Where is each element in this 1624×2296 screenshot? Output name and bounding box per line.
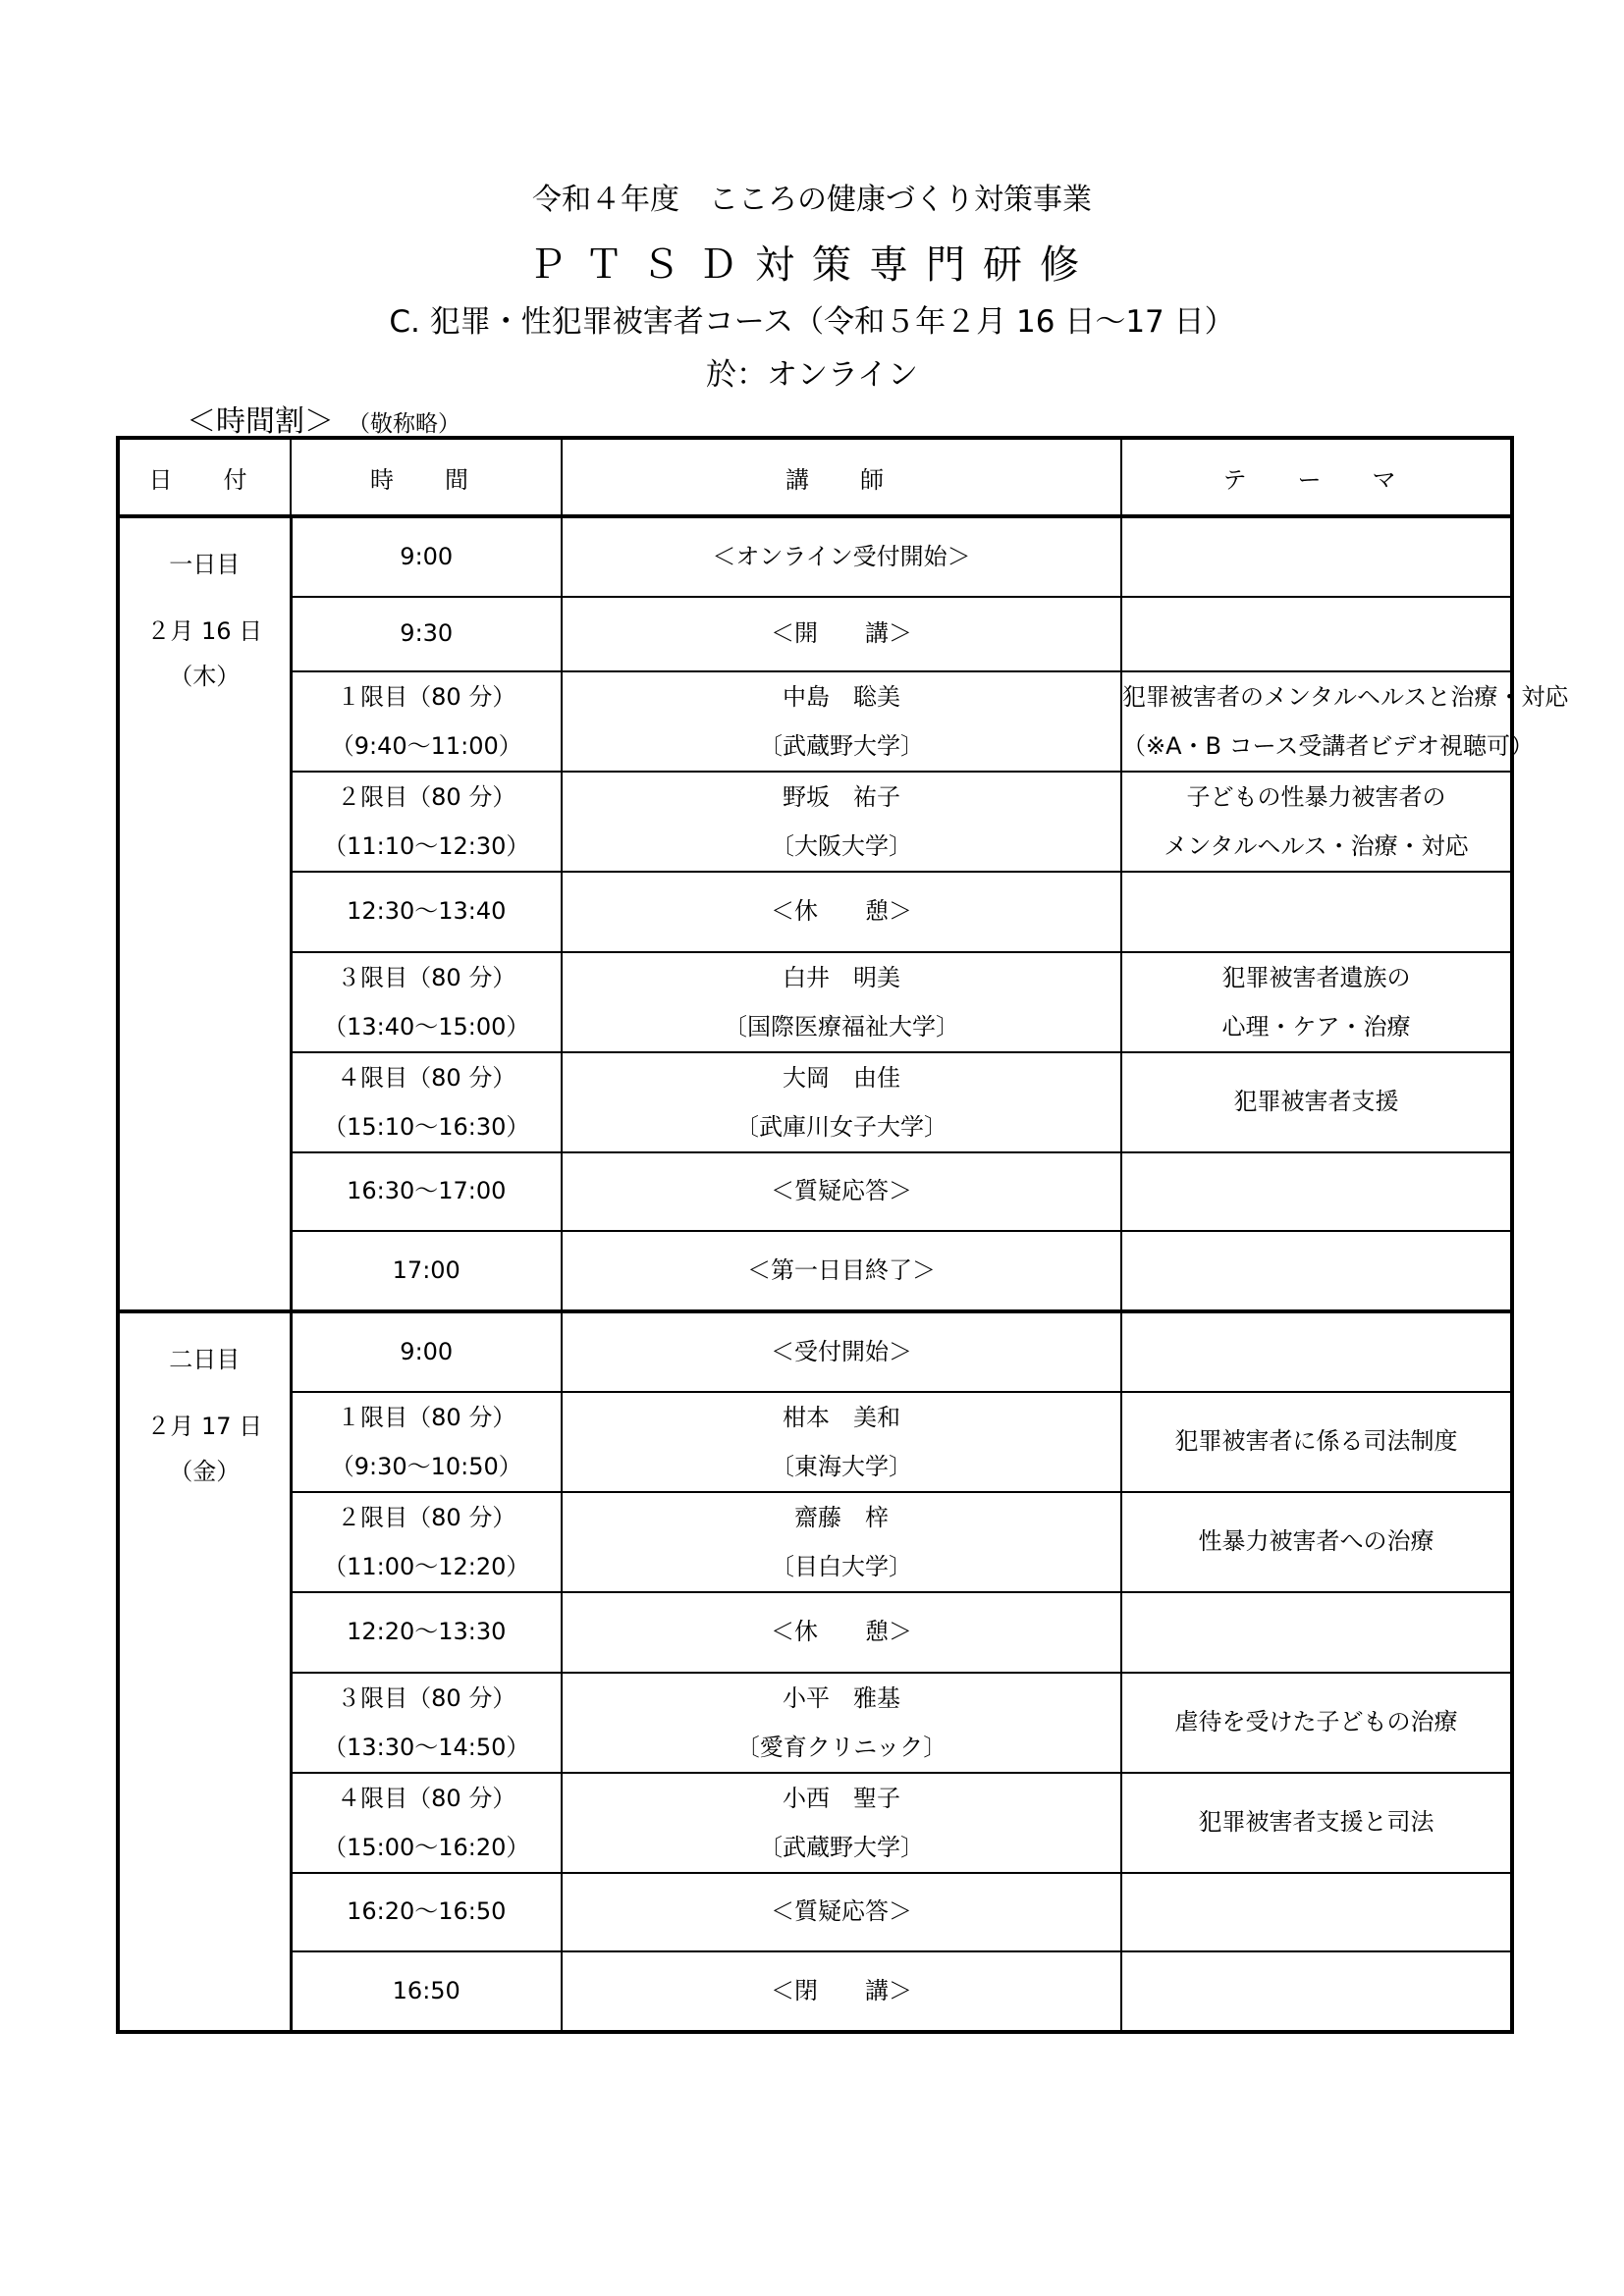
table-row (118, 1873, 1512, 1951)
header-theme: テ ー マ (1121, 438, 1512, 516)
table-row (118, 1152, 1512, 1231)
honorifics-omitted-note: （敬称略） (348, 411, 460, 437)
lecturer-name: 大岡 由佳 (783, 1064, 900, 1092)
lecturer-name: 野坂 祐子 (783, 783, 900, 811)
table-row (118, 516, 1512, 597)
lecturer-name: 小平 雅基 (783, 1684, 900, 1712)
table-row (118, 952, 1512, 1052)
table-row (118, 1951, 1512, 2032)
theme-cell (1121, 671, 1569, 772)
day2-label: 二日目 (169, 1346, 241, 1373)
period-time: （11:00～12:20） (323, 1553, 530, 1580)
day1-date-cell (118, 516, 291, 1311)
table-row (118, 872, 1512, 952)
lecturer-cell (562, 772, 1121, 872)
theme-cell (1121, 952, 1512, 1052)
period-cell (291, 1052, 562, 1152)
period-label: ３限目（80 分） (337, 1684, 516, 1712)
time-cell: 17:00 (291, 1231, 562, 1311)
table-row (118, 1492, 1512, 1592)
day1-weekday: （木） (169, 663, 241, 690)
theme-cell-empty (1121, 1873, 1512, 1951)
lecturer-affiliation: 〔目白大学〕 (771, 1553, 912, 1580)
table-row (118, 1673, 1512, 1773)
time-cell: 16:20～16:50 (291, 1873, 562, 1951)
period-cell (291, 772, 562, 872)
lecturer-affiliation: 〔武蔵野大学〕 (759, 732, 924, 760)
period-label: １限目（80 分） (337, 1404, 516, 1431)
table-row (118, 597, 1512, 671)
period-time: （15:10～16:30） (323, 1113, 530, 1141)
period-label: ３限目（80 分） (337, 964, 516, 991)
table-row (118, 1311, 1512, 1392)
theme-cell-empty (1121, 1592, 1512, 1673)
table-row (118, 671, 1512, 772)
header-date: 日 付 (118, 438, 291, 516)
venue: 於：オンライン (705, 357, 919, 393)
theme-cell: 虐待を受けた子どもの治療 (1121, 1673, 1512, 1773)
table-row (118, 772, 1512, 872)
period-cell (291, 1392, 562, 1492)
period-cell (291, 1492, 562, 1592)
table-header-row (118, 438, 1512, 516)
theme-line-1: 犯罪被害者のメンタルヘルスと治療・対応 (1122, 683, 1569, 711)
time-cell: 9:30 (291, 597, 562, 671)
lecturer-name: 柑本 美和 (783, 1404, 900, 1431)
event-cell: ＜閉 講＞ (562, 1951, 1121, 2032)
lecturer-affiliation: 〔愛育クリニック〕 (735, 1734, 947, 1761)
period-cell (291, 952, 562, 1052)
theme-cell: 犯罪被害者支援と司法 (1121, 1773, 1512, 1873)
lecturer-name: 中島 聡美 (783, 683, 900, 711)
table-row (118, 1052, 1512, 1152)
day1-date: ２月 16 日 (146, 617, 263, 645)
theme-line-2: メンタルヘルス・治療・対応 (1164, 832, 1469, 860)
day2-date-cell (118, 1311, 291, 2032)
event-cell: ＜休 憩＞ (562, 872, 1121, 952)
theme-cell: 犯罪被害者に係る司法制度 (1121, 1392, 1512, 1492)
lecturer-name: 齋藤 梓 (794, 1504, 889, 1531)
day1-label: 一日目 (169, 551, 241, 578)
theme-line-1: 犯罪被害者遺族の (1221, 964, 1411, 991)
event-cell: ＜質疑応答＞ (562, 1152, 1121, 1231)
period-time: （9:30～10:50） (330, 1453, 522, 1480)
header-time: 時 間 (291, 438, 562, 516)
period-label: ２限目（80 分） (337, 1504, 516, 1531)
event-cell: ＜休 憩＞ (562, 1592, 1121, 1673)
time-cell: 12:30～13:40 (291, 872, 562, 952)
lecturer-name: 白井 明美 (783, 964, 900, 991)
period-time: （13:30～14:50） (323, 1734, 530, 1761)
lecturer-affiliation: 〔武庫川女子大学〕 (735, 1113, 947, 1141)
theme-line-1: 子どもの性暴力被害者の (1186, 783, 1446, 811)
lecturer-cell (562, 1492, 1121, 1592)
theme-cell-empty (1121, 516, 1512, 597)
program-name: 令和４年度 こころの健康づくり対策事業 (532, 183, 1092, 217)
event-cell: ＜オンライン受付開始＞ (562, 516, 1121, 597)
theme-cell-empty (1121, 1152, 1512, 1231)
theme-cell: 性暴力被害者への治療 (1121, 1492, 1512, 1592)
lecturer-affiliation: 〔大阪大学〕 (771, 832, 912, 860)
lecturer-affiliation: 〔東海大学〕 (771, 1453, 912, 1480)
course-name: C. 犯罪・性犯罪被害者コース（令和５年２月 16 日～17 日） (389, 304, 1235, 340)
lecturer-affiliation: 〔武蔵野大学〕 (759, 1834, 924, 1861)
period-label: ４限目（80 分） (337, 1064, 516, 1092)
table-row (118, 1392, 1512, 1492)
time-cell: 9:00 (291, 1311, 562, 1392)
theme-cell-empty (1121, 1951, 1512, 2032)
lecturer-cell (562, 1673, 1121, 1773)
day2-weekday: （金） (169, 1458, 241, 1485)
event-cell: ＜受付開始＞ (562, 1311, 1121, 1392)
time-cell: 16:50 (291, 1951, 562, 2032)
lecturer-name: 小西 聖子 (783, 1785, 900, 1812)
period-time: （11:10～12:30） (323, 832, 530, 860)
theme-cell: 犯罪被害者支援 (1121, 1052, 1512, 1152)
theme-cell-empty (1121, 1231, 1512, 1311)
period-label: ２限目（80 分） (337, 783, 516, 811)
period-label: １限目（80 分） (337, 683, 516, 711)
theme-line-2: 心理・ケア・治療 (1221, 1013, 1411, 1041)
page-title: ＰＴＳＤ対策専門研修 (527, 242, 1097, 288)
table-row (118, 1231, 1512, 1311)
theme-cell-empty (1121, 597, 1512, 671)
day2-date: ２月 17 日 (146, 1413, 263, 1440)
time-cell: 12:20～13:30 (291, 1592, 562, 1673)
timetable-heading (187, 397, 460, 440)
lecturer-cell (562, 1773, 1121, 1873)
theme-cell-empty (1121, 872, 1512, 952)
lecturer-cell (562, 952, 1121, 1052)
period-time: （13:40～15:00） (323, 1013, 530, 1041)
event-cell: ＜開 講＞ (562, 597, 1121, 671)
period-cell (291, 671, 562, 772)
table-row (118, 1773, 1512, 1873)
period-time: （15:00～16:20） (323, 1834, 530, 1861)
lecturer-affiliation: 〔国際医療福祉大学〕 (724, 1013, 959, 1041)
period-cell (291, 1673, 562, 1773)
schedule-table (116, 436, 1569, 2034)
table-row (118, 1592, 1512, 1673)
time-cell: 16:30～17:00 (291, 1152, 562, 1231)
period-label: ４限目（80 分） (337, 1785, 516, 1812)
theme-cell-empty (1121, 1311, 1512, 1392)
header-lecturer: 講 師 (562, 438, 1121, 516)
period-time: （9:40～11:00） (330, 732, 522, 760)
time-cell: 9:00 (291, 516, 562, 597)
lecturer-cell (562, 671, 1121, 772)
theme-cell (1121, 772, 1512, 872)
theme-line-2: （※A・B コース受講者ビデオ視聴可） (1122, 732, 1534, 760)
event-cell: ＜質疑応答＞ (562, 1873, 1121, 1951)
lecturer-cell (562, 1052, 1121, 1152)
timetable-label: ＜時間割＞ (187, 404, 334, 439)
lecturer-cell (562, 1392, 1121, 1492)
period-cell (291, 1773, 562, 1873)
event-cell: ＜第一日目終了＞ (562, 1231, 1121, 1311)
